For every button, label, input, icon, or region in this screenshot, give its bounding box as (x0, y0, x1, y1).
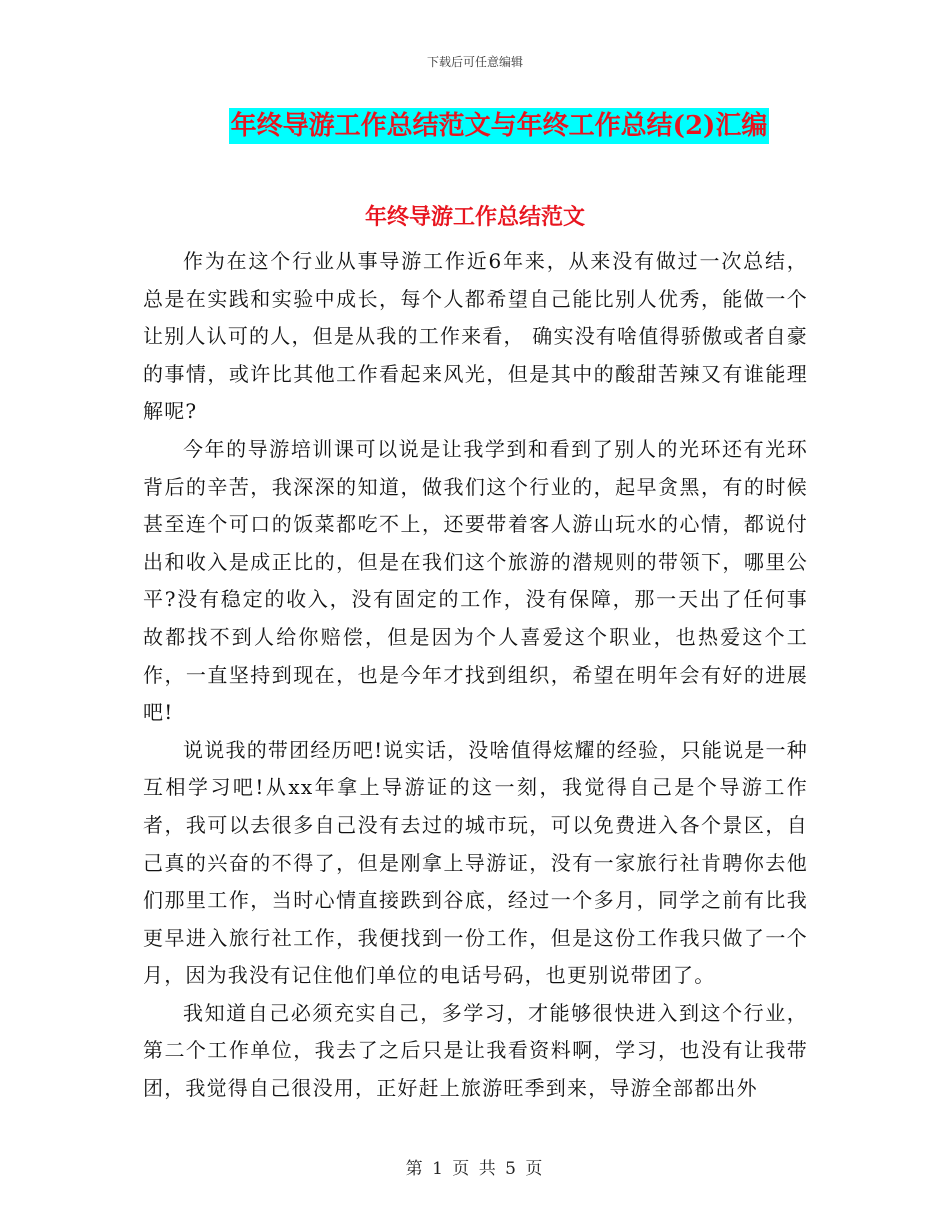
paragraph: 今年的导游培训课可以说是让我学到和看到了别人的光环还有光环背后的辛苦，我深深的知道，做我们这个行业的，起早贪黑，有的时候甚至连个可口的饭菜都吃不上，还要带着客人游山玩水的心情，都说付出和收入是成正比的，但是在我们这个旅游的潜规则的带领下，哪里公平?没有稳定的收入，没有固定的工作，没有保障，那一天出了任何事故都找不到人给你赔偿，但是因为个人喜爱这个职业，也热爱这个工作，一直坚持到现在，也是今年才找到组织，希望在明年会有好的进展吧! (143, 436, 808, 725)
page-header-note: 下载后可任意编辑 (426, 55, 523, 69)
page-footer-number: 第 1 页 共 5 页 (405, 1159, 545, 1179)
paragraph: 我知道自己必须充实自己，多学习，才能够很快进入到这个行业，第二个工作单位，我去了之后只是让我看资料啊，学习，也没有让我带团，我觉得自己很没用，正好赶上旅游旺季到来，导游全部都出外 (143, 1000, 808, 1101)
document-body (143, 243, 808, 1108)
main-title: 年终导游工作总结范文与年终工作总结(2)汇编 (229, 108, 770, 144)
paragraph: 说说我的带团经历吧!说实话，没啥值得炫耀的经验，只能说是一种互相学习吧!从xx年拿上导游证的这一刻，我觉得自己是个导游工作者，我可以去很多自己没有去过的城市玩，可以免费进入各个景区，自己真的兴奋的不得了，但是刚拿上导游证，没有一家旅行社肯聘你去他们那里工作，当时心情直接跌到谷底，经过一个多月，同学之前有比我更早进入旅行社工作，我便找到一份工作，但是这份工作我只做了一个月，因为我没有记住他们单位的电话号码，也更别说带团了。 (143, 737, 808, 988)
paragraph: 作为在这个行业从事导游工作近6年来，从来没有做过一次总结，总是在实践和实验中成长，每个人都希望自己能比别人优秀，能做一个让别人认可的人，但是从我的工作来看， 确实没有啥值得骄傲或者自豪的事情，或许比其他工作看起来风光，但是其中的酸甜苦辣又有谁能理解呢? (143, 249, 808, 424)
section-title: 年终导游工作总结范文 (364, 204, 585, 230)
main-title-container (0, 108, 950, 144)
